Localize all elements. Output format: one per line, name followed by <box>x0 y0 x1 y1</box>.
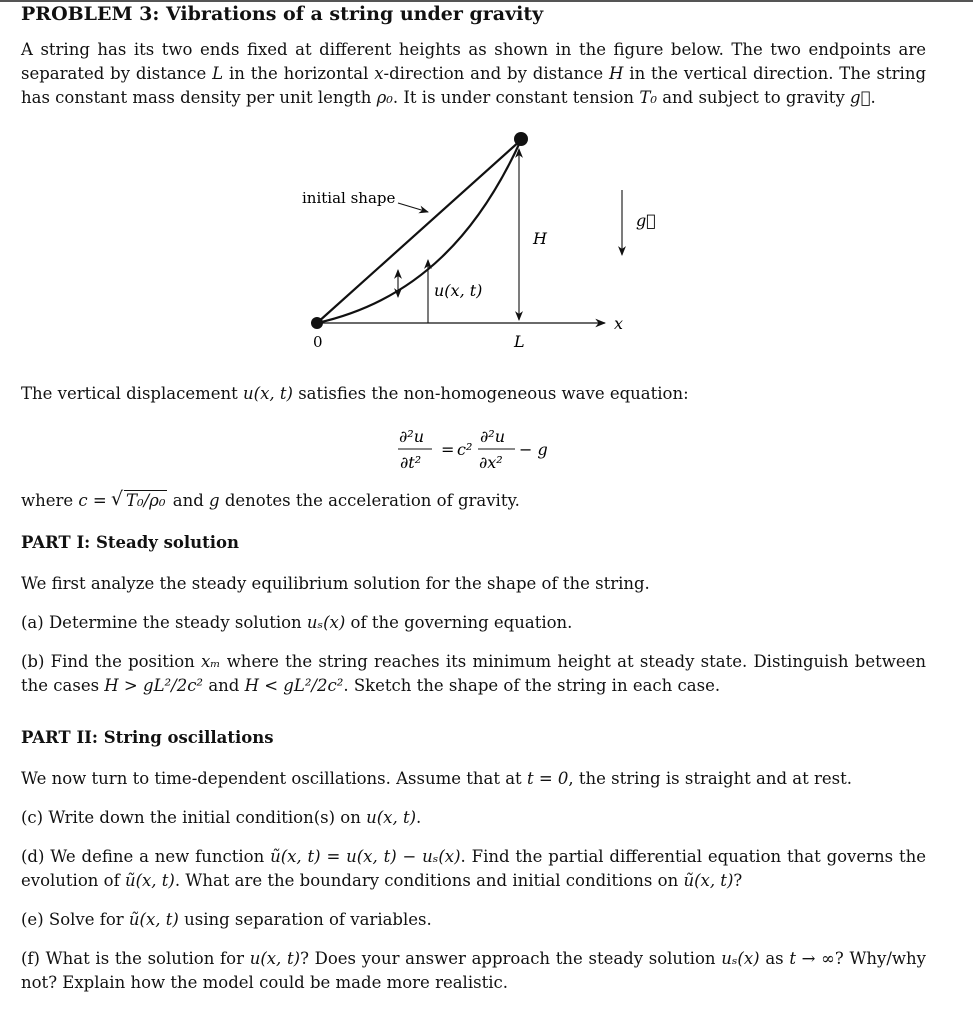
part1-heading: PART I: Steady solution <box>21 533 240 552</box>
sqrt-expression: √ T₀/ρ₀ <box>112 489 168 513</box>
question-f: (f) What is the solution for u(x, t)? Does your answer approach the steady solution uₛ(x) as t → ∞? Why/why not? Explain how the model could be made more realistic. <box>21 949 927 992</box>
lhs-numerator: ∂²u <box>399 427 424 446</box>
intro-paragraph: A string has its two ends fixed at different heights as shown in the figure below. The two endpoints are separated by distance L in the horizontal x-direction and by distance H in the vertical direction. The string has constant mass density per unit length ρ₀. It is under constant tension T₀ and subject to gravity g⃗. <box>21 40 927 107</box>
H-label: H <box>533 229 547 248</box>
left-endpoint <box>311 317 323 329</box>
question-b: (b) Find the position xₘ where the string reaches its minimum height at steady state. Distinguish between the cases H > gL²/2c² and H < gL²/2c². Sketch the shape of the string in each case. <box>21 652 926 695</box>
equals-sign: = <box>441 440 455 459</box>
gravity-term: − g <box>519 440 548 459</box>
lhs-denominator: ∂t² <box>400 453 422 472</box>
wave-intro: The vertical displacement u(x, t) satisfies the non-homogeneous wave equation: <box>21 384 689 403</box>
where-line: where c = √ T₀/ρ₀ and g denotes the acceleration of gravity. <box>21 489 926 513</box>
x-axis-label: x <box>614 314 624 333</box>
origin-label: 0 <box>313 333 323 351</box>
question-c: (c) Write down the initial condition(s) on u(x, t). <box>21 808 422 827</box>
g-label: g⃗ <box>636 211 656 230</box>
u-label: u(x, t) <box>434 281 483 300</box>
part2-heading: PART II: String oscillations <box>21 728 274 747</box>
problem-title: PROBLEM 3: Vibrations of a string under gravity <box>21 3 544 25</box>
wave-equation <box>0 418 973 474</box>
string-figure <box>0 120 973 355</box>
question-a: (a) Determine the steady solution uₛ(x) of the governing equation. <box>21 613 573 632</box>
top-rule <box>0 0 973 2</box>
initial-shape-pointer <box>398 203 428 212</box>
c-squared: c² <box>457 440 473 459</box>
rhs-numerator: ∂²u <box>480 427 505 446</box>
part2-intro: We now turn to time-dependent oscillations. Assume that at t = 0, the string is straight and at rest. <box>21 769 852 788</box>
L-label: L <box>514 332 525 351</box>
question-e: (e) Solve for ũ(x, t) using separation of variables. <box>21 910 432 929</box>
question-d: (d) We define a new function ũ(x, t) = u(x, t) − uₛ(x). Find the partial differential equation that governs the evolution of ũ(x, t). What are the boundary conditions and initial conditions on ũ(x, t)? <box>21 847 926 890</box>
initial-straight-shape <box>317 140 521 323</box>
right-endpoint <box>514 132 528 146</box>
part1-intro: We first analyze the steady equilibrium solution for the shape of the string. <box>21 574 650 593</box>
rhs-denominator: ∂x² <box>479 453 503 472</box>
initial-shape-label: initial shape <box>302 189 396 207</box>
